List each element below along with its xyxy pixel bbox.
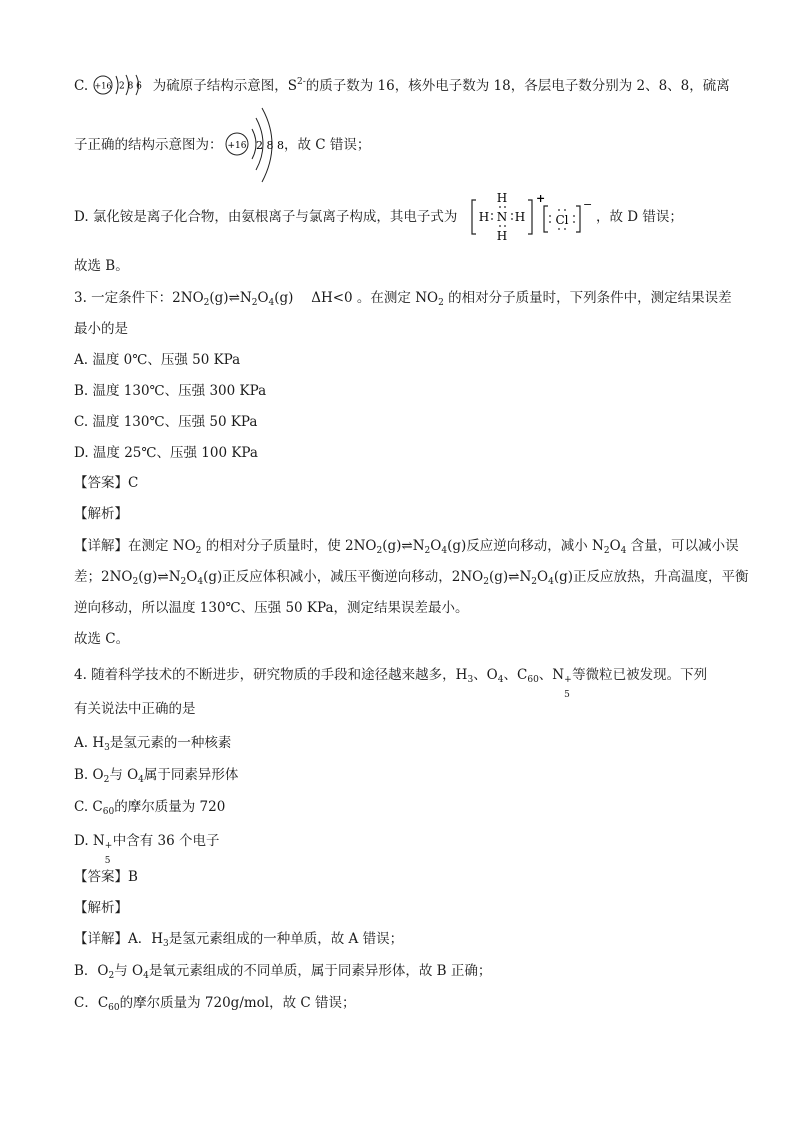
q2-c-text: 为硫原子结构示意图，S <box>152 78 297 94</box>
q2-option-d-end <box>596 208 683 226</box>
answer-label: 【答案】 <box>74 475 128 491</box>
q2-c-text2: 子正确的结构示意图为： <box>74 137 223 153</box>
q3-option-d: D. 温度 25℃、压强 100 KPa <box>74 445 258 461</box>
q4-answer <box>74 868 138 886</box>
q4-detail-b: B．$O_2$与 $O_4$是氧元素组成的不同单质，属于同素异形体，故 B 正确； <box>74 963 492 981</box>
q2-d-text-end: ，故 D 错误； <box>596 209 683 225</box>
q4-option-c: C. $C_{60}$的摩尔质量为 720 <box>74 799 226 817</box>
ammonium-charge: + <box>536 192 546 205</box>
q3-option-c: C. 温度 130℃、压强 50 KPa <box>74 414 258 430</box>
q2-option-c-line2-end <box>284 136 370 154</box>
q4-option-a: A. $H_3$是氢元素的一种核素 <box>74 735 232 753</box>
answer-value: C <box>128 475 139 491</box>
q3-analysis-label: 【解析】 <box>74 506 128 522</box>
q2-option-c-line1 <box>74 73 730 96</box>
atom-nucleus-label: +16 <box>94 81 112 91</box>
q2-option-c-line2 <box>74 136 223 154</box>
q4-detail-a: 【详解】A．$H_3$是氢元素组成的一种单质，故 A 错误； <box>74 931 404 949</box>
cl-center: Cl <box>555 213 569 227</box>
q2-option-d-line <box>74 208 457 226</box>
h-top: H <box>496 191 508 205</box>
chloride-charge: − <box>583 198 593 211</box>
q2-d-text: D. 氯化铵是离子化合物，由氨根离子与氯离子构成，其电子式为 <box>74 209 458 225</box>
sulfur-atom-diagram <box>92 74 148 96</box>
ion-nucleus-label: +16 <box>227 141 247 151</box>
q4-option-b: B. $O_2$与 $O_4$属于同素异形体 <box>74 767 239 785</box>
s-ion-charge: 2- <box>296 77 306 87</box>
q4-stem-line1: 4. 随着科学技术的不断进步，研究物质的手段和途径越来越多，$H_3$、$O_4$、$C_{60}$、N 5 + 等微粒已被发现。下列 <box>74 667 708 700</box>
answer-label: 【答案】 <box>74 869 128 885</box>
q2-c-text-cont: 的质子数为 16，核外电子数为 18，各层电子数分别为 2、8、8，硫离 <box>305 78 730 94</box>
q3-stem-line1: 3. 一定条件下：$2NO_2(g)\rightleftharpoons N_2O_4(g)$ ΔH<0 。在测定 $NO_2$ 的相对分子质量时，下列条件中，测定结果误差 <box>74 290 732 308</box>
q2-c-text2b: ，故 C 错误； <box>284 137 371 153</box>
atom-shell-counts: 2 8 6 <box>119 81 143 92</box>
answer-value: B <box>128 869 138 885</box>
q3-stem-line2: 最小的是 <box>74 321 128 337</box>
q3-answer <box>74 474 138 492</box>
ion-shell-counts: 2 8 8 <box>256 139 284 152</box>
n-center: N <box>496 210 508 224</box>
q3-option-b: B. 温度 130℃、压强 300 KPa <box>74 383 267 399</box>
q3-detail-line1: 【详解】在测定 $NO_2$ 的相对分子质量时，使 $2NO_2(g)\rightleftharpoons N_2O_4(g)$反应逆向移动，减小 $N_2O_4$ 含量，可以减小误 <box>74 538 739 556</box>
q3-detail-line2: 差；$2NO_2(g)\rightleftharpoons N_2O_4(g)$正反应体积减小，减压平衡逆向移动，$2NO_2(g)\rightleftharpoons N_2O_4(g)$正反应放热，升高温度，平衡 <box>74 569 749 587</box>
q2-conclusion: 故选 B。 <box>74 258 129 274</box>
h-left: H <box>478 210 490 224</box>
h-right: H <box>514 210 526 224</box>
q4-stem-line2: 有关说法中正确的是 <box>74 701 196 717</box>
q4-option-d: D. N 5 + 中含有 36 个电子 <box>74 833 220 866</box>
q3-conclusion: 故选 C。 <box>74 631 130 647</box>
ammonium-chloride-electron-formula <box>470 188 596 244</box>
option-c-label: C. <box>74 78 89 94</box>
q3-option-a: A. 温度 0℃、压强 50 KPa <box>74 352 241 368</box>
q4-detail-c: C．$C_{60}$的摩尔质量为 720g/mol，故 C 错误； <box>74 995 356 1013</box>
q3-detail-line3: 逆向移动，所以温度 130℃、压强 50 KPa，测定结果误差最小。 <box>74 600 469 616</box>
h-bottom: H <box>496 229 508 243</box>
q4-analysis-label: 【解析】 <box>74 900 128 916</box>
